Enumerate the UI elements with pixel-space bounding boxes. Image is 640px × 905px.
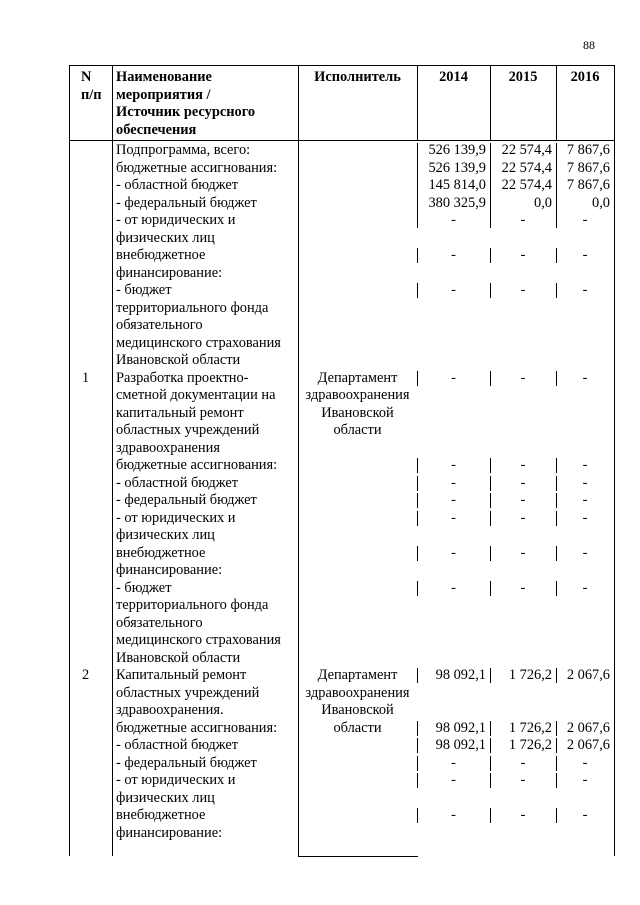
header-year-label: 2014: [439, 69, 468, 85]
value-cell-2016: 2 067,6: [566, 719, 610, 736]
value-cell-2015: -: [520, 457, 526, 473]
row-text: финансирование:: [116, 264, 223, 281]
value-cell-2014: 380 325,9: [428, 194, 486, 211]
value-cell-2014: -: [451, 457, 456, 473]
row-text: - от юридических и: [116, 212, 236, 228]
value-cell-2016: -: [582, 772, 588, 788]
value-column-separator: [556, 178, 557, 196]
row-text: медицинского страхования: [116, 334, 281, 351]
value-column-separator: [417, 196, 418, 214]
value-column-separator: [490, 511, 491, 526]
value-cell-2014: -: [451, 474, 456, 491]
value-cell-2014: -: [451, 247, 456, 263]
value-column-separator: [490, 143, 491, 161]
value-cell-2015: -: [520, 474, 526, 491]
row-text: - бюджет: [116, 579, 172, 596]
value-cell-2015: 22 574,4: [501, 159, 552, 176]
value-cell-2014: -: [451, 212, 456, 228]
value-cell-2015: -: [520, 509, 526, 526]
value-cell-2016: -: [582, 492, 588, 508]
value-cell-2014: 526 139,9: [428, 159, 486, 176]
value-column-separator: [417, 143, 418, 161]
row-text: территориального фонда: [116, 597, 269, 613]
value-cell-2016: 7 867,6: [566, 159, 610, 176]
row-text: - бюджет: [116, 282, 172, 298]
header-bottom-border: [69, 140, 615, 141]
value-cell-2015: -: [520, 754, 526, 771]
executor-text: Департамент: [317, 369, 398, 386]
value-column-separator: [556, 721, 557, 736]
value-cell-2016: -: [582, 807, 588, 823]
row-text: финансирование:: [116, 824, 223, 841]
value-column-separator: [556, 196, 557, 214]
row-text: бюджетные ассигнования:: [116, 719, 278, 736]
row-text: Ивановской области: [116, 649, 241, 666]
value-column-separator: [556, 668, 557, 683]
value-cell-2015: 1 726,2: [508, 719, 552, 736]
executor-text: Департамент: [317, 667, 398, 683]
value-column-separator: [417, 756, 418, 771]
value-column-separator: [490, 213, 491, 228]
header-year-label: 2015: [508, 69, 538, 85]
row-text: бюджетные ассигнования:: [116, 457, 278, 473]
executor-text: здравоохранения: [305, 387, 410, 403]
executor-bottom-line: [298, 856, 418, 857]
value-cell-2015: 1 726,2: [508, 737, 552, 753]
value-column-separator: [417, 511, 418, 526]
value-column-separator: [556, 161, 557, 179]
value-cell-2014: 98 092,1: [435, 737, 486, 753]
row-text: - федеральный бюджет: [116, 492, 257, 508]
value-cell-2016: -: [582, 247, 588, 263]
value-cell-2014: -: [451, 369, 456, 386]
value-column-separator: [417, 721, 418, 736]
value-cell-2016: 2 067,6: [566, 737, 610, 753]
value-cell-2016: -: [582, 212, 588, 228]
value-column-separator: [417, 668, 418, 683]
value-column-separator: [490, 283, 491, 298]
row-text: бюджетные ассигнования:: [116, 159, 278, 176]
executor-text: области: [333, 422, 382, 438]
value-column-separator: [556, 476, 557, 491]
value-cell-2015: -: [520, 212, 526, 228]
value-column-separator: [556, 738, 557, 753]
value-column-separator: [556, 546, 557, 561]
row-text: внебюджетное: [116, 247, 206, 263]
row-text: Разработка проектно-: [116, 369, 249, 386]
table-column-line: [614, 140, 615, 856]
value-cell-2014: 98 092,1: [435, 719, 486, 736]
value-cell-2016: -: [582, 474, 588, 491]
row-text: - областной бюджет: [116, 474, 239, 491]
value-column-separator: [417, 371, 418, 386]
value-cell-2016: -: [582, 544, 588, 561]
row-number: 1: [82, 369, 90, 386]
value-cell-2014: -: [451, 579, 456, 596]
value-column-separator: [556, 493, 557, 508]
executor-text: области: [333, 719, 382, 736]
row-text: физических лиц: [116, 229, 215, 246]
header-name-label: Источник ресурсного: [116, 104, 256, 120]
value-cell-2015: -: [520, 544, 526, 561]
value-cell-2014: 145 814,0: [428, 177, 486, 193]
row-text: Подпрограмма, всего:: [116, 142, 251, 158]
value-cell-2015: 22 574,4: [501, 142, 552, 158]
header-name-label: обеспечения: [116, 121, 197, 138]
value-cell-2014: -: [451, 772, 456, 788]
value-cell-2015: -: [520, 492, 526, 508]
value-column-separator: [556, 283, 557, 298]
value-column-separator: [490, 581, 491, 596]
row-text: медицинского страхования: [116, 632, 281, 648]
value-cell-2016: -: [582, 509, 588, 526]
row-text: здравоохранения.: [116, 702, 224, 718]
value-column-separator: [490, 738, 491, 753]
row-text: здравоохранения: [116, 439, 220, 456]
value-column-separator: [417, 476, 418, 491]
value-cell-2016: -: [582, 579, 588, 596]
row-text: финансирование:: [116, 562, 223, 578]
value-cell-2014: -: [451, 544, 456, 561]
row-text: - федеральный бюджет: [116, 194, 257, 211]
value-column-separator: [556, 213, 557, 228]
value-column-separator: [556, 808, 557, 823]
table-column-line: [298, 140, 299, 856]
value-cell-2015: -: [520, 247, 526, 263]
value-cell-2015: -: [520, 772, 526, 788]
value-column-separator: [490, 161, 491, 179]
row-text: - от юридических и: [116, 509, 236, 526]
row-text: физических лиц: [116, 789, 215, 806]
value-cell-2015: -: [520, 369, 526, 386]
header-executor-label: Исполнитель: [314, 69, 401, 85]
value-cell-2015: -: [520, 282, 526, 298]
header-year-label: 2016: [570, 69, 600, 85]
value-column-separator: [556, 511, 557, 526]
row-number: 2: [82, 667, 90, 683]
value-column-separator: [556, 371, 557, 386]
header-column-line: [69, 65, 70, 140]
value-cell-2014: -: [451, 754, 456, 771]
value-column-separator: [556, 756, 557, 771]
row-text: - федеральный бюджет: [116, 754, 257, 771]
value-cell-2014: -: [451, 492, 456, 508]
value-column-separator: [556, 143, 557, 161]
value-column-separator: [417, 283, 418, 298]
row-text: областных учреждений: [116, 422, 260, 438]
executor-text: Ивановской: [321, 702, 394, 718]
header-num-label: п/п: [81, 86, 102, 103]
executor-text: Ивановской: [321, 404, 394, 421]
value-column-separator: [490, 493, 491, 508]
row-text: внебюджетное: [116, 544, 206, 561]
value-column-separator: [490, 546, 491, 561]
value-cell-2016: 7 867,6: [566, 177, 610, 193]
value-column-separator: [417, 546, 418, 561]
value-cell-2014: 526 139,9: [428, 142, 486, 158]
value-cell-2015: -: [520, 807, 526, 823]
row-text: Ивановской области: [116, 352, 241, 368]
value-cell-2016: -: [582, 754, 588, 771]
value-column-separator: [417, 493, 418, 508]
value-cell-2015: 1 726,2: [508, 667, 552, 683]
row-text: территориального фонда: [116, 299, 269, 316]
header-name-label: мероприятия /: [116, 86, 211, 103]
header-column-line: [614, 65, 615, 140]
table-column-line: [69, 140, 70, 856]
value-column-separator: [417, 808, 418, 823]
value-column-separator: [490, 756, 491, 771]
header-num-label: N: [81, 69, 92, 85]
value-cell-2014: 98 092,1: [435, 667, 486, 683]
value-cell-2016: -: [582, 369, 588, 386]
header-column-line: [112, 65, 113, 140]
value-column-separator: [490, 178, 491, 196]
value-column-separator: [490, 476, 491, 491]
value-column-separator: [556, 581, 557, 596]
value-cell-2015: 22 574,4: [501, 177, 552, 193]
value-column-separator: [417, 248, 418, 263]
value-column-separator: [490, 721, 491, 736]
value-cell-2015: 0,0: [534, 194, 552, 211]
value-cell-2016: -: [582, 282, 588, 298]
value-column-separator: [417, 213, 418, 228]
value-column-separator: [490, 371, 491, 386]
value-column-separator: [490, 458, 491, 473]
value-column-separator: [490, 196, 491, 214]
value-column-separator: [417, 738, 418, 753]
value-column-separator: [417, 581, 418, 596]
value-column-separator: [556, 458, 557, 473]
value-column-separator: [417, 161, 418, 179]
value-column-separator: [417, 773, 418, 788]
value-cell-2015: -: [520, 579, 526, 596]
value-column-separator: [556, 773, 557, 788]
header-name-label: Наименование: [116, 69, 212, 85]
value-column-separator: [417, 178, 418, 196]
table-column-line: [112, 140, 113, 856]
value-cell-2016: -: [582, 457, 588, 473]
row-text: областных учреждений: [116, 684, 260, 701]
value-cell-2014: -: [451, 509, 456, 526]
row-text: - областной бюджет: [116, 177, 239, 193]
value-cell-2016: 7 867,6: [566, 142, 610, 158]
value-column-separator: [490, 773, 491, 788]
row-text: Капитальный ремонт: [116, 667, 247, 683]
row-text: - областной бюджет: [116, 737, 239, 753]
value-cell-2016: 2 067,6: [566, 667, 610, 683]
executor-text: здравоохранения: [305, 684, 410, 701]
row-text: обязательного: [116, 317, 203, 333]
row-text: сметной документации на: [116, 387, 276, 403]
row-text: - от юридических и: [116, 772, 236, 788]
row-text: внебюджетное: [116, 807, 206, 823]
row-text: физических лиц: [116, 527, 215, 543]
value-column-separator: [490, 248, 491, 263]
value-column-separator: [490, 668, 491, 683]
value-cell-2014: -: [451, 807, 456, 823]
value-cell-2014: -: [451, 282, 456, 298]
value-column-separator: [490, 808, 491, 823]
row-text: обязательного: [116, 614, 203, 631]
row-text: капитальный ремонт: [116, 404, 244, 421]
value-column-separator: [556, 248, 557, 263]
page-number: 88: [583, 38, 595, 52]
value-column-separator: [417, 458, 418, 473]
value-cell-2016: 0,0: [592, 194, 610, 211]
table-top-border: [69, 65, 615, 66]
